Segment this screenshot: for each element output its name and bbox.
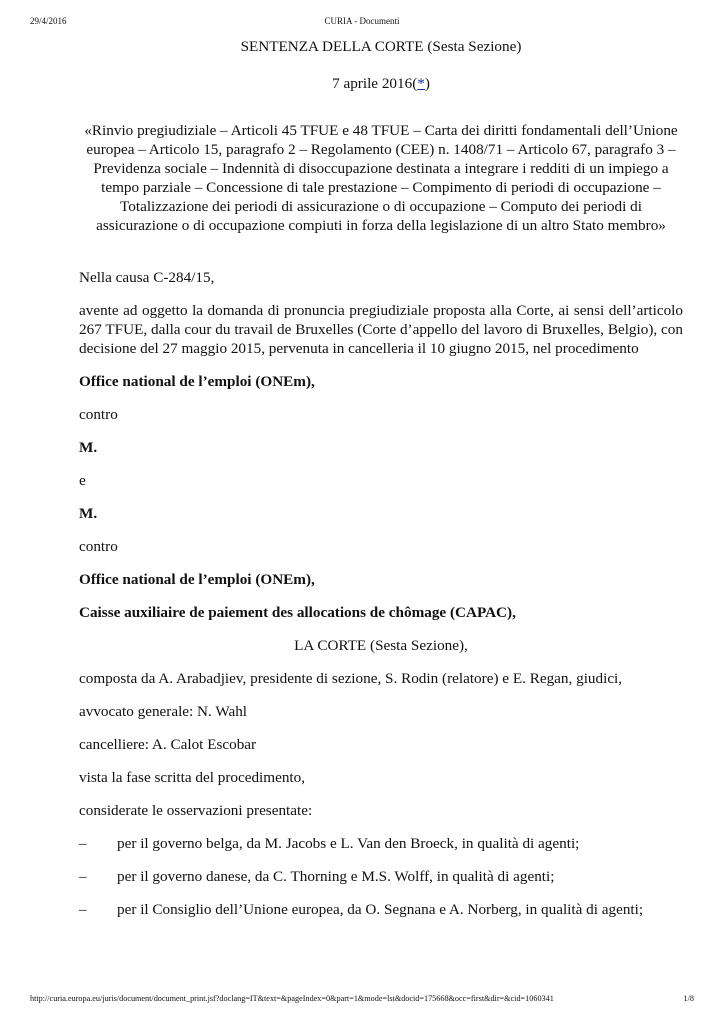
print-url: http://curia.europa.eu/juris/document/document_print.jsf?doclang=IT&text=&pageIndex=0&part=1&mode=lst&docid=175668&occ=first&dir=&cid=1060341 [30, 994, 554, 1003]
observation-item [79, 834, 683, 853]
party-onem-1: Office national de l’emploi (ONEm), [79, 373, 315, 390]
judgment-body [79, 37, 683, 919]
judgment-date: 7 aprile 2016 [332, 75, 413, 92]
observations-intro: considerate le osservazioni presentate: [79, 802, 313, 819]
case-number: Nella causa C‑284/15, [79, 269, 215, 286]
reference-intro: avente ad oggetto la domanda di pronuncia pregiudiziale proposta alla Corte, ai sensi dell’articolo 267 TFUE, dalla cour du travail de Bruxelles (Corte d’appello del lavoro di Bruxelles, Belgio), con decisione del 27 maggio 2015, pervenuta in cancelleria il 10 giugno 2015, nel procedimento [79, 302, 683, 357]
written-procedure: vista la fase scritta del procedimento, [79, 769, 306, 786]
judgment-heading: SENTENZA DELLA CORTE (Sesta Sezione) [240, 38, 522, 55]
observation-text: per il governo danese, da C. Thorning e M.S. Wolff, in qualità di agenti; [117, 868, 555, 885]
footnote-link[interactable]: * [417, 75, 425, 92]
contro-2: contro [79, 538, 118, 555]
party-m-1: M. [79, 439, 98, 456]
list-dash: – [79, 868, 87, 885]
conjunction-e: e [79, 472, 86, 489]
print-date: 29/4/2016 [30, 16, 67, 26]
judgment-date-line [79, 74, 683, 93]
observation-item [79, 867, 683, 886]
observation-item [79, 900, 683, 919]
observation-text: per il Consiglio dell’Unione europea, da O. Segnana e A. Norberg, in qualità di agenti; [117, 901, 644, 918]
court-composition: composta da A. Arabadjiev, presidente di sezione, S. Rodin (relatore) e E. Regan, giudici, [79, 670, 623, 687]
observation-text: per il governo belga, da M. Jacobs e L. Van den Broeck, in qualità di agenti; [117, 835, 580, 852]
advocate-general: avvocato generale: N. Wahl [79, 703, 248, 720]
party-m-2: M. [79, 505, 98, 522]
registrar: cancelliere: A. Calot Escobar [79, 736, 257, 753]
paren-close: ) [424, 75, 430, 92]
print-title: CURIA - Documenti [324, 16, 400, 26]
party-onem-2: Office national de l’emploi (ONEm), [79, 571, 315, 588]
party-capac: Caisse auxiliaire de paiement des allocations de chômage (CAPAC), [79, 604, 516, 621]
contro-1: contro [79, 406, 118, 423]
judgment-subject: «Rinvio pregiudiziale – Articoli 45 TFUE e 48 TFUE – Carta dei diritti fondamentali dell’Unione europea – Articolo 15, paragrafo 2 – Regolamento (CEE) n. 1408/71 – Articolo 67, paragrafo 3 – Previdenza sociale – Indennità di disoccupazione destinata a integrare i redditi di un impiego a tempo parziale – Concessione di tale prestazione – Compimento di periodi di occupazione – Totalizzazione dei periodi di assicurazione o di occupazione – Computo dei periodi di assicurazione o di occupazione compiuti in forza della legislazione di un altro Stato membro» [84, 122, 678, 234]
page-number: 1/8 [683, 994, 694, 1003]
paren-open: ( [412, 75, 418, 92]
court-line: LA CORTE (Sesta Sezione), [294, 637, 468, 654]
list-dash: – [79, 835, 87, 852]
list-dash: – [79, 901, 87, 918]
